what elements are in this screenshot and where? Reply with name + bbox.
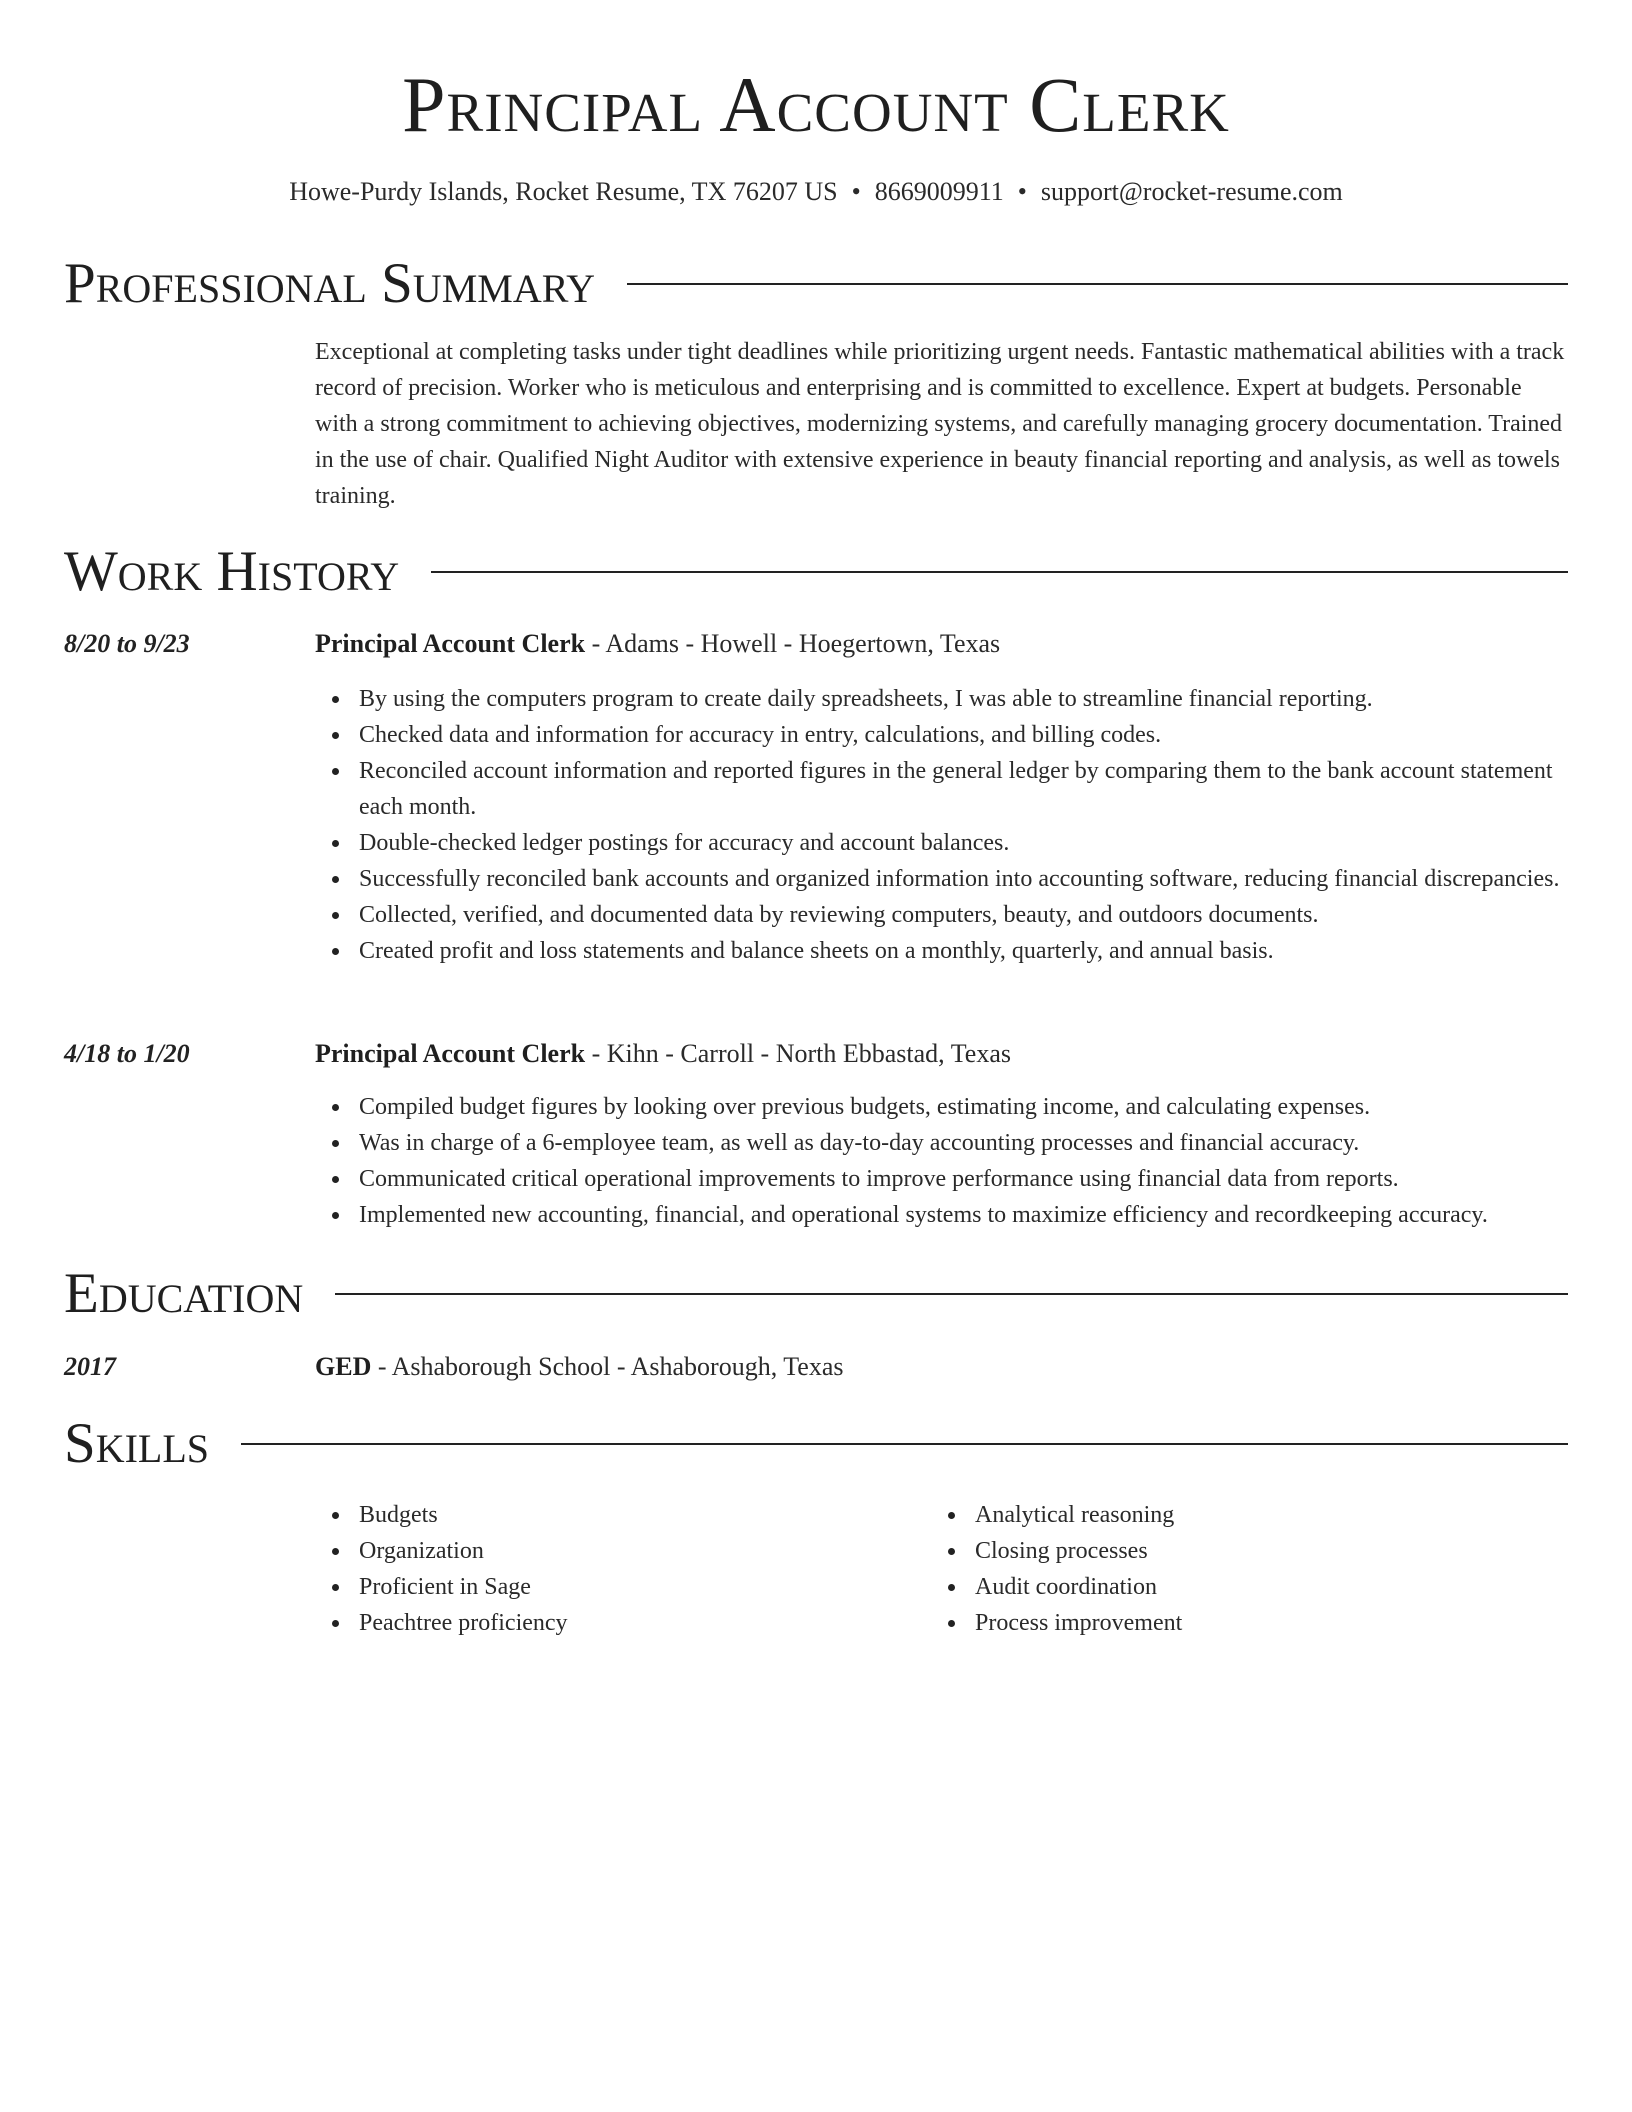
contact-separator: • (1017, 177, 1027, 206)
education-year: 2017 (64, 1352, 116, 1381)
list-item: Reconciled account information and reported figures in the general ledger by comparing them to the bank account statement each month. (359, 753, 1568, 825)
job-employer-location: - Kihn - Carroll - North Ebbastad, Texas (585, 1039, 1011, 1068)
list-item: Double-checked ledger postings for accuracy and account balances. (359, 825, 1568, 861)
skills-section-header (64, 1414, 1568, 1474)
job-dates: 4/18 to 1/20 (64, 1039, 190, 1068)
summary-text: Exceptional at completing tasks under tight deadlines while prioritizing urgent needs. Fantastic mathematical abilities with a track record of precision. Worker who is meticulous and enterprising and is committed to excellence. Expert at budgets. Personable with a strong commitment to achieving objectives, modernizing systems, and carefully managing grocery documentation. Trained in the use of chair. Qualified Night Auditor with extensive experience in beauty financial reporting and analysis, as well as towels training. (315, 339, 1565, 509)
job-employer-location: - Adams - Howell - Hoegertown, Texas (585, 629, 1001, 658)
education-entry (315, 1350, 1568, 1384)
job-entry (315, 1037, 1568, 1233)
list-item: Created profit and loss statements and balance sheets on a monthly, quarterly, and annual basis. (359, 933, 1568, 969)
candidate-name: Principal Account Clerk (402, 61, 1230, 148)
list-item: Implemented new accounting, financial, and operational systems to maximize efficiency and recordkeeping accuracy. (359, 1197, 1568, 1233)
job-title: Principal Account Clerk (315, 629, 586, 658)
skill-item: Process improvement (975, 1605, 1182, 1641)
section-divider (241, 1443, 1568, 1445)
education-degree: GED (315, 1352, 372, 1381)
job-title-line (315, 627, 1568, 661)
job-bullets (315, 681, 1568, 969)
skill-item: Proficient in Sage (359, 1569, 568, 1605)
list-item: Communicated critical operational improvements to improve performance using financial data from reports. (359, 1161, 1568, 1197)
job-entry (315, 627, 1568, 969)
section-divider (431, 571, 1568, 573)
section-divider (627, 283, 1568, 285)
work-history-section-header (64, 542, 1568, 602)
skill-item: Analytical reasoning (975, 1497, 1182, 1533)
list-item: Compiled budget figures by looking over previous budgets, estimating income, and calculating expenses. (359, 1089, 1568, 1125)
list-item: Checked data and information for accuracy in entry, calculations, and billing codes. (359, 717, 1568, 753)
summary-section-header (64, 254, 1568, 314)
skill-item: Peachtree proficiency (359, 1605, 568, 1641)
list-item: By using the computers program to create daily spreadsheets, I was able to streamline financial reporting. (359, 681, 1568, 717)
skill-item: Audit coordination (975, 1569, 1182, 1605)
skill-item: Organization (359, 1533, 568, 1569)
contact-line (64, 175, 1568, 209)
skills-column-right (931, 1497, 1182, 1641)
skill-item: Budgets (359, 1497, 568, 1533)
contact-separator: • (851, 177, 861, 206)
job-title-line (315, 1037, 1568, 1071)
education-heading: Education (64, 1262, 304, 1325)
skills-list (315, 1497, 1568, 1647)
list-item: Successfully reconciled bank accounts and organized information into accounting software, reducing financial discrepancies. (359, 861, 1568, 897)
summary-heading: Professional Summary (64, 252, 596, 315)
work-history-heading: Work History (64, 540, 400, 603)
skill-item: Closing processes (975, 1533, 1182, 1569)
education-section-header (64, 1264, 1568, 1324)
contact-address: Howe-Purdy Islands, Rocket Resume, TX 76207 US (289, 177, 838, 206)
education-school-location: - Ashaborough School - Ashaborough, Texas (371, 1352, 844, 1381)
job-bullets (315, 1089, 1568, 1233)
skills-column-left (315, 1497, 568, 1641)
contact-phone: 8669009911 (874, 177, 1004, 206)
job-dates: 8/20 to 9/23 (64, 629, 190, 658)
section-divider (335, 1293, 1568, 1295)
contact-email: support@rocket-resume.com (1040, 177, 1343, 206)
job-title: Principal Account Clerk (315, 1039, 586, 1068)
list-item: Collected, verified, and documented data by reviewing computers, beauty, and outdoors documents. (359, 897, 1568, 933)
skills-heading: Skills (64, 1412, 210, 1475)
list-item: Was in charge of a 6-employee team, as well as day-to-day accounting processes and financial accuracy. (359, 1125, 1568, 1161)
